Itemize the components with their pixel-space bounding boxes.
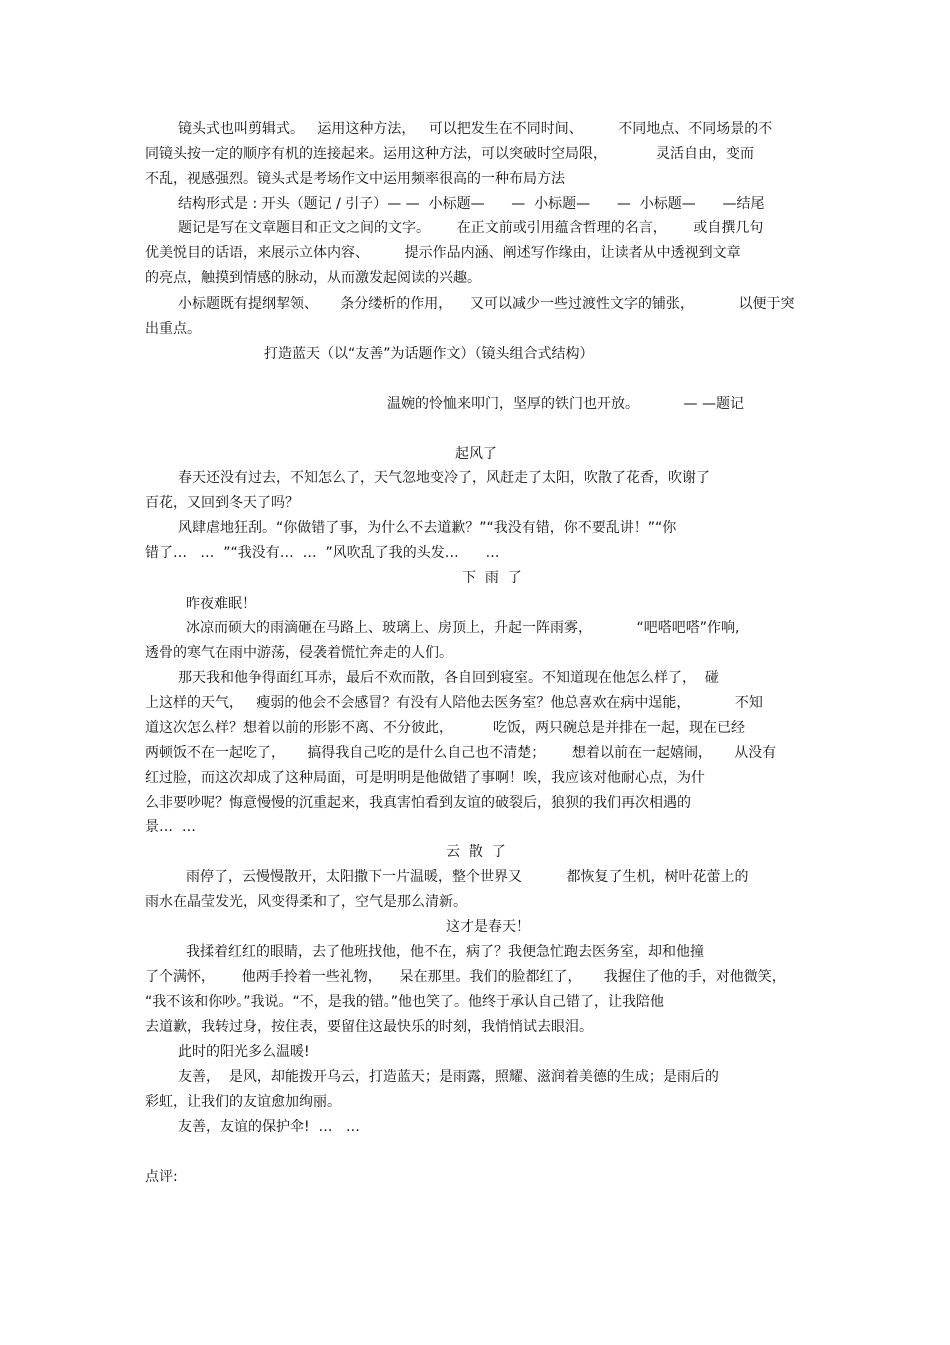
s3-line-2: 雨水在晶莹发光，风变得柔和了，空气是那么清新。	[145, 894, 467, 910]
s1-line-2: 百花，又回到冬天了吗？	[145, 495, 299, 511]
s3b-line-3: “我不该和你吵。”我说。“不，是我的错。”他也笑了。他终于承认自己错了，让我陪他	[145, 994, 665, 1010]
s2-line-3: 透骨的寒气在雨中游荡，侵袭着慌忙奔走的人们。	[145, 645, 453, 661]
intro-p3-line-1: 小标题既有提纲挈领、 条分缕析的作用， 又可以减少一些过渡性文字的铺张， 以便于突	[178, 296, 795, 312]
s1-line-1: 春天还没有过去，不知怎么了，天气忽地变冷了，风赶走了太阳，吹散了花香，吹谢了	[178, 470, 710, 486]
intro-p2-line-1: 题记是写在文章题目和正文之间的文字。 在正文前或引用蕴含哲理的名言， 或自撰几句	[178, 220, 764, 236]
s1-line-3: 风肆虐地狂刮。“你做错了事，为什么不去道歉？”“我没有错，你不要乱讲！”“你	[178, 520, 677, 536]
s3b-line-7: 彩虹，让我们的友谊愈加绚丽。	[145, 1094, 341, 1110]
essay-title: 打造蓝天（以“友善”为话题作文）（镜头组合式结构）	[264, 346, 594, 362]
s2-line-4: 那天我和他争得面红耳赤，最后不欢而散，各自回到寝室。不知道现在他怎么样了， 碰	[178, 670, 719, 686]
spring-exclamation: 这才是春天！	[446, 919, 530, 935]
s3b-line-1: 我揉着红红的眼睛，去了他班找他，他不在，病了？我便急忙跑去医务室，却和他撞	[186, 944, 704, 960]
section-1-heading: 起风了	[455, 446, 497, 462]
s2-line-8: 红过脸，而这次却成了这种局面，可是明明是他做错了事啊！唉，我应该对他耐心点，为什	[145, 770, 705, 786]
comment-label: 点评:	[145, 1169, 178, 1185]
intro-p1-line-2: 同镜头按一定的顺序有机的连接起来。运用这种方法，可以突破时空局限， 灵活自由，变而	[145, 146, 754, 162]
s2-line-7: 两顿饭不在一起吃了， 搞得我自己吃的是什么自己也不清楚； 想着以前在一起嬉闹， 从没有	[145, 745, 777, 761]
intro-p2-line-2: 优美悦目的话语，来展示立体内容、 提示作品内涵、阐述写作缘由，让读者从中透视到文章	[145, 245, 741, 261]
section-3-heading: 云 散 了	[446, 844, 506, 860]
s3b-line-4: 去道歉，我转过身，按住表，要留住这最快乐的时刻，我悄悄试去眼泪。	[145, 1019, 593, 1035]
s2-line-9: 么非要吵呢？悔意慢慢的沉重起来，我真害怕看到友谊的破裂后，狼狈的我们再次相遇的	[145, 795, 691, 811]
intro-p2-line-3: 的亮点，触摸到情感的脉动，从而激发起阅读的兴趣。	[145, 270, 481, 286]
s3-line-1: 雨停了，云慢慢散开，太阳撒下一片温暖，整个世界又 都恢复了生机，树叶花蕾上的	[186, 869, 749, 885]
s3b-line-5: 此时的阳光多么温暖!	[178, 1044, 310, 1060]
s3b-line-2: 了个满怀， 他两手拎着一些礼物， 呆在那里。我们的脸都红了， 我握住了他的手，对他微笑，	[145, 969, 786, 985]
intro-p1-line-3: 不乱，视感强烈。镜头式是考场作文中运用频率很高的一种布局方法	[145, 171, 565, 187]
s3b-line-6: 友善， 是风，却能拨开乌云，打造蓝天；是雨露，照耀、滋润着美德的生成；是雨后的	[178, 1069, 719, 1085]
intro-p3-line-2: 出重点。	[145, 321, 201, 337]
structure-line: 结构形式是 : 开头（题记 / 引子）— — 小标题— — 小标题— — 小标题— —结尾	[178, 196, 765, 212]
s1-line-4: 错了… … ”“我没有… … ”风吹乱了我的头发… …	[145, 545, 500, 561]
s2-line-5: 上这样的天气， 瘦弱的他会不会感冒？有没有人陪他去医务室？他总喜欢在病中逞能， 不知	[145, 695, 763, 711]
s2-line-1: 昨夜难眠！	[186, 596, 256, 612]
s2-line-2: 冰凉而硕大的雨滴砸在马路上、玻璃上、房顶上，升起一阵雨雾， “吧嗒吧嗒”作响,	[186, 620, 740, 636]
s3b-line-8: 友善，友谊的保护伞! … …	[178, 1119, 360, 1135]
intro-p1-line-1: 镜头式也叫剪辑式。 运用这种方法， 可以把发生在不同时间、 不同地点、不同场景的不	[178, 121, 773, 137]
epigraph: 温婉的怜恤来叩门，坚厚的铁门也开放。 — —题记	[387, 396, 744, 412]
s2-line-10: 景… …	[145, 819, 196, 835]
s2-line-6: 道这次怎么样？想着以前的形影不离、不分彼此， 吃饭，两只碗总是并排在一起，现在已经	[145, 720, 746, 736]
section-2-heading: 下 雨 了	[462, 570, 522, 586]
